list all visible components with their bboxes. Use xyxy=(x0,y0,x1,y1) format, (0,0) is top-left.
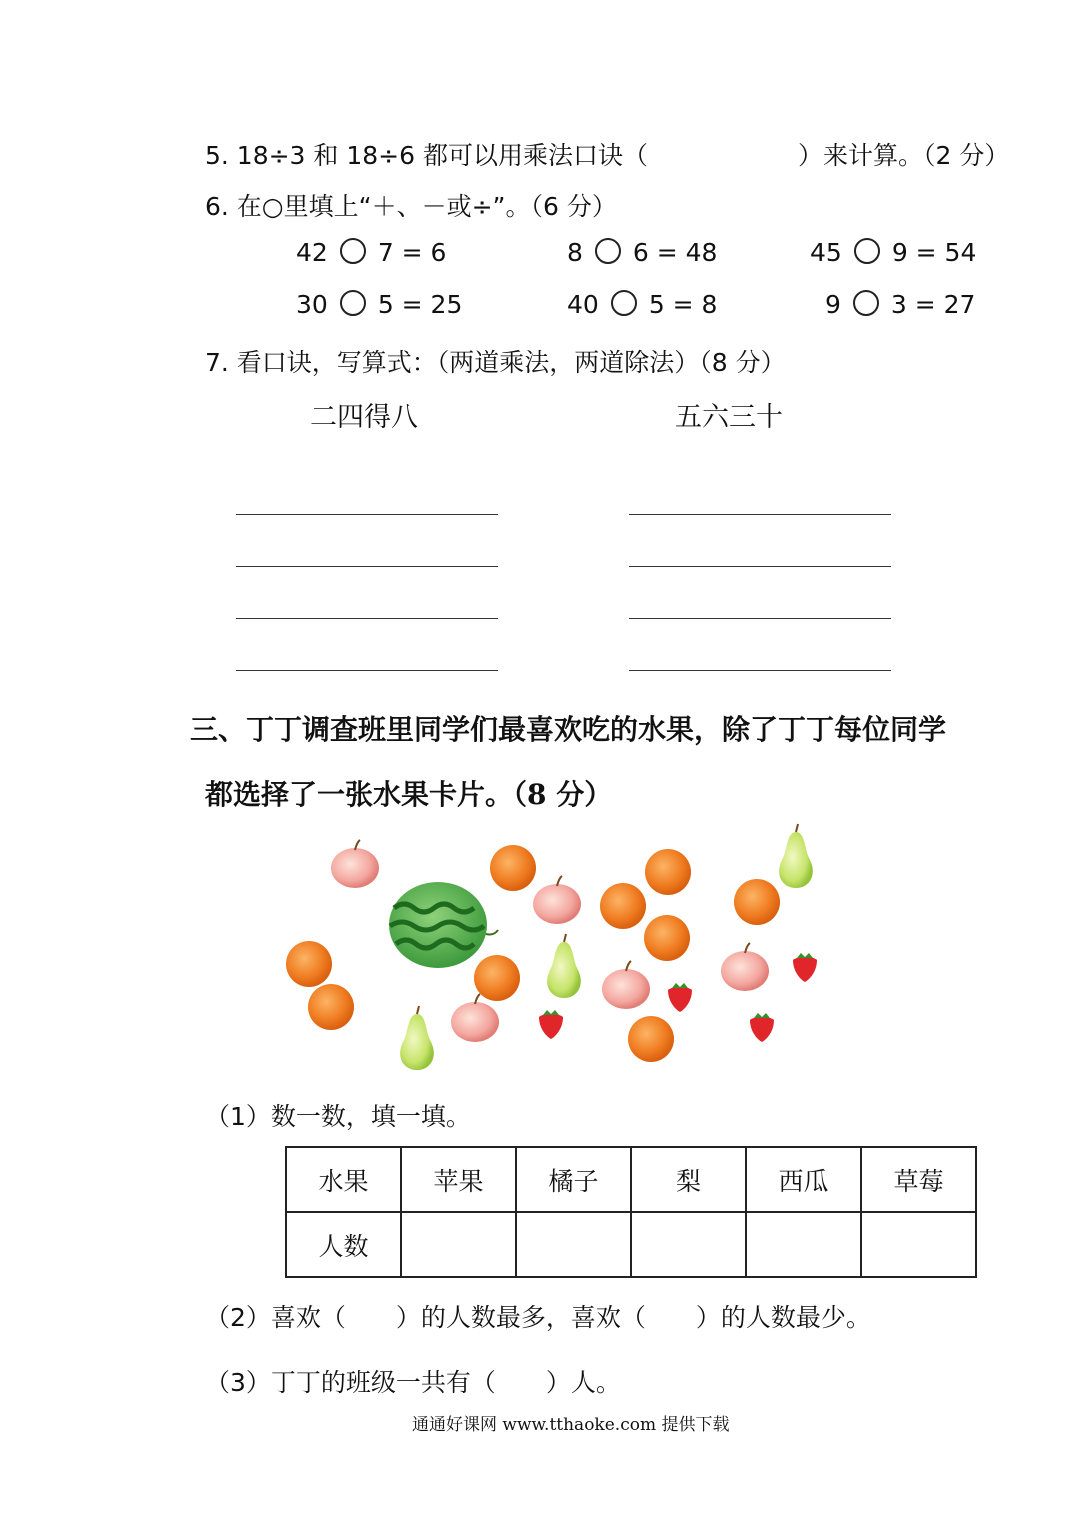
operator-circle[interactable] xyxy=(340,290,366,316)
equation-left: 45 xyxy=(810,238,842,267)
equation-left: 40 xyxy=(567,290,599,319)
sub-question-3: （3）丁丁的班级一共有（ ）人。 xyxy=(205,1368,621,1397)
equation-right: 5 = 25 xyxy=(377,290,463,319)
answer-cell[interactable] xyxy=(631,1212,746,1277)
watermelon-icon xyxy=(389,882,498,968)
pear-icon xyxy=(779,824,813,888)
apple-icon xyxy=(721,943,769,991)
apple-icon xyxy=(602,961,650,1009)
orange-icon xyxy=(644,915,690,961)
koujue-right: 五六三十 xyxy=(675,402,783,433)
orange-icon xyxy=(734,879,780,925)
question-7-title: 7. 看口诀，写算式：（两道乘法，两道除法）（8 分） xyxy=(205,348,786,377)
orange-icon xyxy=(286,941,332,987)
question-5-text-end: ）来计算。（2 分） xyxy=(797,141,1010,170)
operator-circle[interactable] xyxy=(595,238,621,264)
strawberry-icon xyxy=(793,953,817,982)
equation-right: 5 = 8 xyxy=(648,290,718,319)
table-header-cell: 橘子 xyxy=(516,1147,631,1212)
operator-circle[interactable] xyxy=(854,238,880,264)
table-header-cell: 梨 xyxy=(631,1147,746,1212)
operator-circle[interactable] xyxy=(611,290,637,316)
equation xyxy=(810,238,976,267)
apple-icon xyxy=(533,876,581,924)
strawberry-icon xyxy=(668,983,692,1012)
equation xyxy=(567,290,717,319)
table-row-label: 人数 xyxy=(286,1212,401,1277)
equation-left: 9 xyxy=(825,290,841,319)
answer-line[interactable] xyxy=(629,566,891,567)
answer-cell[interactable] xyxy=(401,1212,516,1277)
table-header-cell: 水果 xyxy=(286,1147,401,1212)
equation xyxy=(567,238,717,267)
table-header-row xyxy=(286,1147,976,1212)
answer-line[interactable] xyxy=(236,566,498,567)
apple-icon xyxy=(451,994,499,1042)
orange-icon xyxy=(628,1016,674,1062)
sub-question-1: （1）数一数，填一填。 xyxy=(205,1102,471,1131)
equation-left: 30 xyxy=(296,290,328,319)
orange-icon xyxy=(600,883,646,929)
answer-line[interactable] xyxy=(629,670,891,671)
answer-line[interactable] xyxy=(629,514,891,515)
answer-cell[interactable] xyxy=(516,1212,631,1277)
strawberry-icon xyxy=(539,1010,563,1039)
section-3-title-line2: 都选择了一张水果卡片。（8 分） xyxy=(205,778,613,811)
pear-icon xyxy=(400,1006,434,1070)
equation-right: 9 = 54 xyxy=(891,238,977,267)
operator-circle[interactable] xyxy=(853,290,879,316)
pear-icon xyxy=(547,934,581,998)
orange-icon xyxy=(308,984,354,1030)
koujue-left: 二四得八 xyxy=(310,402,418,433)
question-5-text-start: 5. 18÷3 和 18÷6 都可以用乘法口诀（ xyxy=(205,141,648,170)
equation xyxy=(825,290,975,319)
section-3-title-line1: 三、丁丁调查班里同学们最喜欢吃的水果，除了丁丁每位同学 xyxy=(190,713,947,746)
answer-cell[interactable] xyxy=(861,1212,976,1277)
equation-left: 8 xyxy=(567,238,583,267)
equation-right: 7 = 6 xyxy=(377,238,447,267)
fruit-cards-illustration xyxy=(270,820,840,1080)
question-6-title: 6. 在○里填上“＋、－或÷”。（6 分） xyxy=(205,192,617,221)
strawberry-icon xyxy=(750,1013,774,1042)
equation xyxy=(296,290,462,319)
equation-right: 3 = 27 xyxy=(890,290,976,319)
orange-icon xyxy=(490,845,536,891)
fruit-count-table xyxy=(285,1146,977,1278)
equation-left: 42 xyxy=(296,238,328,267)
question-5 xyxy=(205,136,1009,172)
table-row xyxy=(286,1212,976,1277)
orange-icon xyxy=(645,849,691,895)
table-header-cell: 苹果 xyxy=(401,1147,516,1212)
table-header-cell: 草莓 xyxy=(861,1147,976,1212)
answer-line[interactable] xyxy=(236,514,498,515)
orange-icon xyxy=(474,955,520,1001)
footer-credit: 通通好课网 www.tthaoke.com 提供下载 xyxy=(412,1415,730,1435)
answer-cell[interactable] xyxy=(746,1212,861,1277)
equation xyxy=(296,238,446,267)
table-header-cell: 西瓜 xyxy=(746,1147,861,1212)
answer-line[interactable] xyxy=(629,618,891,619)
sub-question-2: （2）喜欢（ ）的人数最多，喜欢（ ）的人数最少。 xyxy=(205,1303,871,1332)
answer-line[interactable] xyxy=(236,618,498,619)
answer-line[interactable] xyxy=(236,670,498,671)
apple-icon xyxy=(331,840,379,888)
operator-circle[interactable] xyxy=(340,238,366,264)
equation-right: 6 = 48 xyxy=(632,238,718,267)
